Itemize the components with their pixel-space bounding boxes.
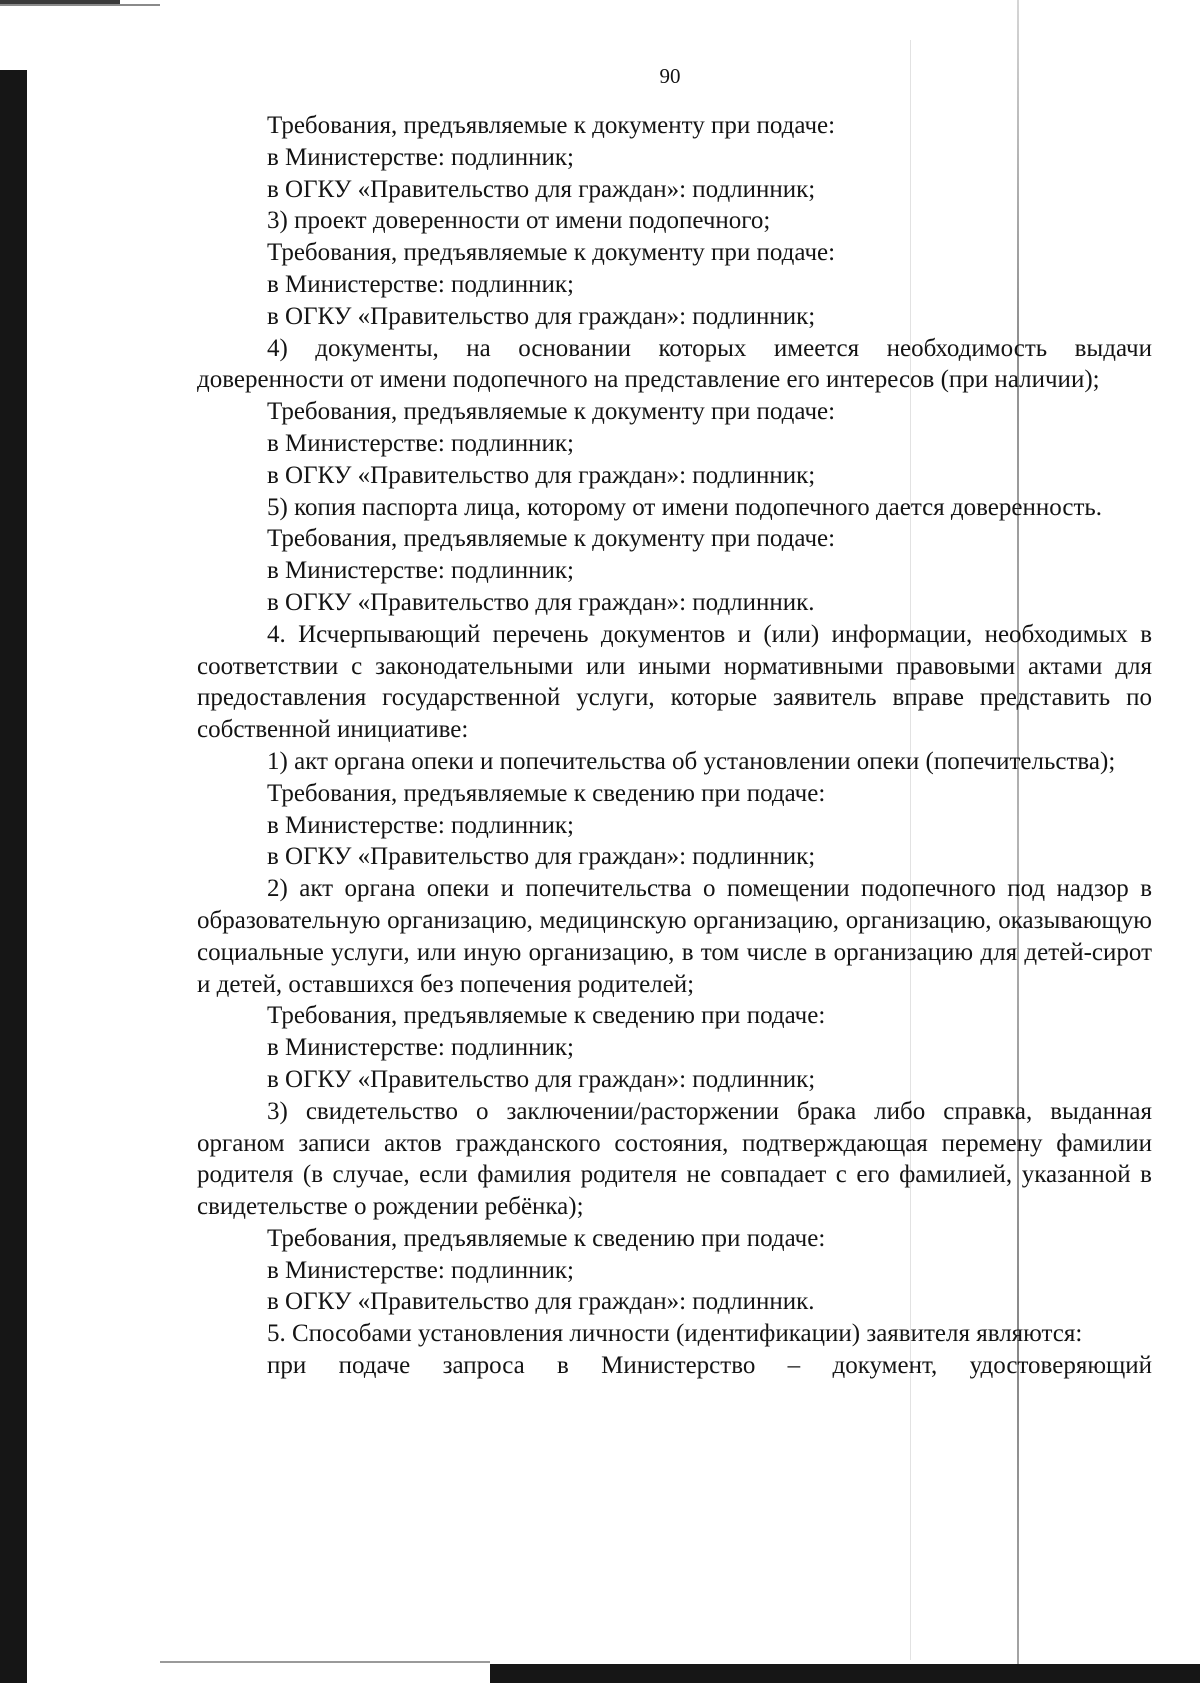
requirement-ministry: в Министерстве: подлинник; [267,429,574,457]
scan-top-edge-shadow [0,4,160,6]
requirement-ministry: в Министерстве: подлинник; [267,143,574,171]
requirement-ogku: в ОГКУ «Правительство для граждан»: подлинник; [267,461,816,489]
requirements-heading: Требования, предъявляемые к документу при подаче: [267,398,836,426]
requirement-ministry: в Министерстве: подлинник; [267,557,574,585]
requirement-ogku: в ОГКУ «Правительство для граждан»: подлинник. [267,588,815,616]
list-item-5: 5) копия паспорта лица, которому от имени подопечного дается доверенность. [267,493,1103,521]
requirements-heading: Требования, предъявляемые к сведению при подаче: [267,1224,826,1252]
requirement-ministry: в Министерстве: подлинник; [267,270,574,298]
optional-item-1: 1) акт органа опеки и попечительства об установлении опеки (попечительства); [267,747,1116,775]
section-5-paragraph: 5. Способами установления личности (идентификации) заявителя являются: [267,1320,1083,1348]
optional-item-2: 2) акт органа опеки и попечительства о помещении подопечного под надзор в образовательную организацию, медицинскую организацию, организацию, оказывающую социальные услуги, или иную организацию, в том числе в организацию для детей-сирот и детей, оставшихся без попечения родителей; [197,875,1152,998]
requirement-ministry: в Министерстве: подлинник; [267,1256,574,1284]
requirement-ogku: в ОГКУ «Правительство для граждан»: подлинник; [267,843,816,871]
document-body [197,110,1152,1382]
list-item-3: 3) проект доверенности от имени подопечного; [267,207,771,235]
requirements-heading: Требования, предъявляемые к документу при подаче: [267,525,836,553]
requirement-ogku: в ОГКУ «Правительство для граждан»: подлинник. [267,1288,815,1316]
requirements-heading: Требования, предъявляемые к документу при подаче: [267,239,836,267]
section-4-paragraph: 4. Исчерпывающий перечень документов и (или) информации, необходимых в соответствии с законодательными или иными нормативными правовыми актами для предоставления государственной услуги, которые заявитель вправе представить по собственной инициативе: [197,620,1152,744]
requirement-ministry: в Министерстве: подлинник; [267,811,574,839]
requirement-ogku: в ОГКУ «Правительство для граждан»: подлинник; [267,175,816,203]
scan-left-edge [0,70,27,1683]
requirement-ogku: в ОГКУ «Правительство для граждан»: подлинник; [267,1065,816,1093]
requirement-ministry: в Министерстве: подлинник; [267,1034,574,1062]
requirement-ogku: в ОГКУ «Правительство для граждан»: подлинник; [267,302,816,330]
list-item-4: 4) документы, на основании которых имеется необходимость выдачи доверенности от имени подопечного на представление его интересов (при наличии); [197,334,1152,394]
page-number: 90 [659,64,681,88]
scan-bottom-edge [490,1664,1200,1683]
requirements-heading: Требования, предъявляемые к документу при подаче: [267,112,836,139]
requirements-heading: Требования, предъявляемые к сведению при подаче: [267,1002,826,1030]
requirements-heading: Требования, предъявляемые к сведению при подаче: [267,779,826,807]
optional-item-3: 3) свидетельство о заключении/расторжении брака либо справка, выданная органом записи актов гражданского состояния, подтверждающая перемену фамилии родителя (в случае, если фамилия родителя не совпадает с его фамилией, указанной в свидетельстве о рождении ребёнка); [197,1097,1152,1221]
scan-bottom-line [160,1661,490,1663]
identification-paragraph: при подаче запроса в Министерство – документ, удостоверяющий [267,1352,1152,1380]
